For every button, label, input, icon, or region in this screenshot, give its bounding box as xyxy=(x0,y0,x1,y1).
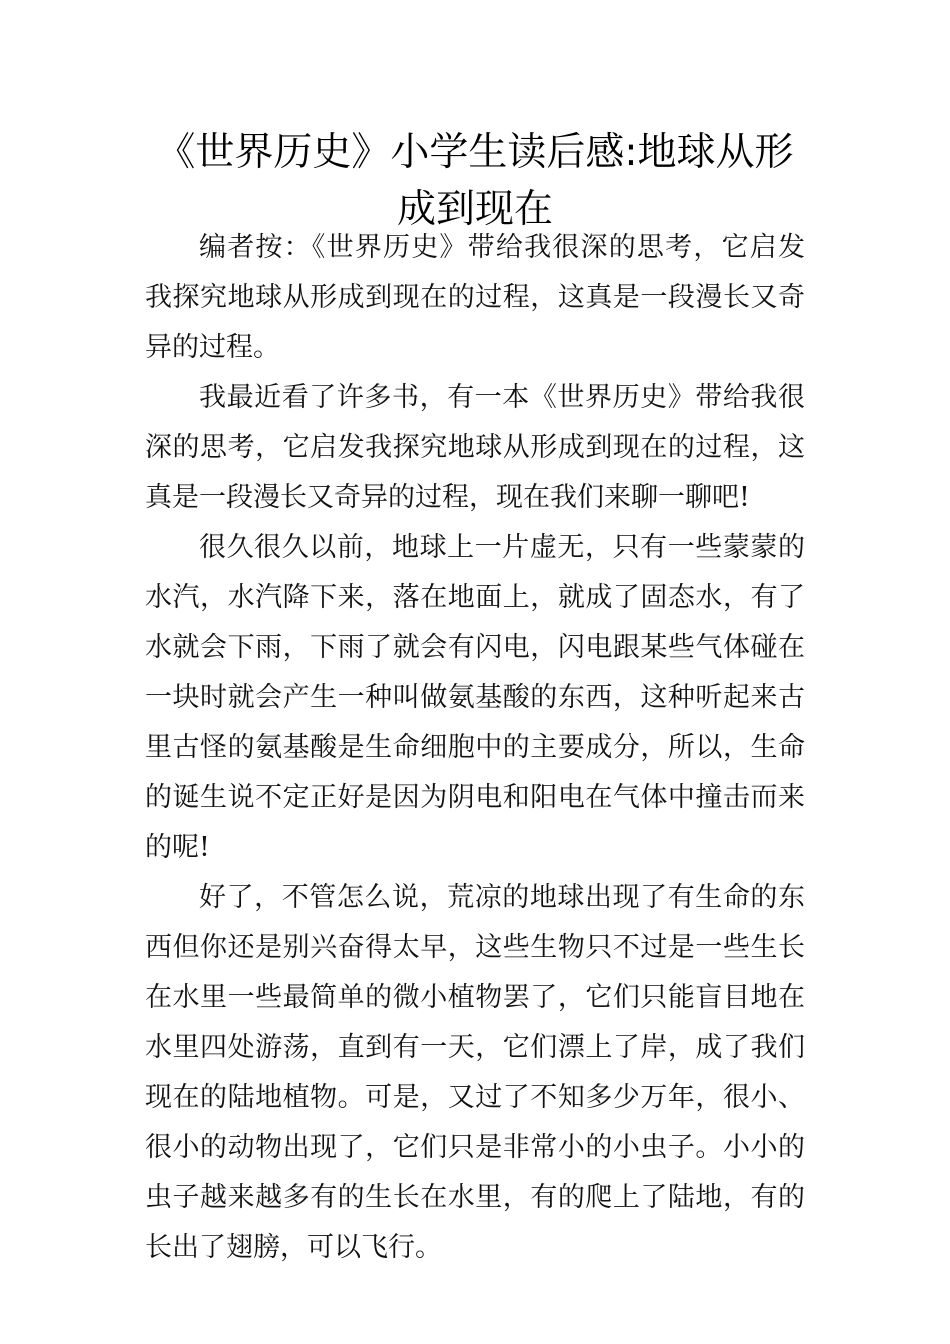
document-title: 《世界历史》小学生读后感:地球从形成到现在 xyxy=(156,130,794,232)
paragraph-editor-note: 编者按：《世界历史》带给我很深的思考，它启发我探究地球从形成到现在的过程，这真是一段漫长又奇异的过程。 xyxy=(145,232,805,363)
paragraph-intro: 我最近看了许多书，有一本《世界历史》带给我很深的思考，它启发我探究地球从形成到现在的过程，这真是一段漫长又奇异的过程，现在我们来聊一聊吧! xyxy=(145,382,805,513)
document-body xyxy=(145,223,805,1273)
paragraph-origin-of-life: 很久很久以前，地球上一片虚无，只有一些蒙蒙的水汽，水汽降下来，落在地面上，就成了固态水，有了水就会下雨，下雨了就会有闪电，闪电跟某些气体碰在一块时就会产生一种叫做氨基酸的东西，这种听起来古里古怪的氨基酸是生命细胞中的主要成分，所以，生命的诞生说不定正好是因为阴电和阳电在气体中撞击而来的呢! xyxy=(145,532,805,863)
paragraph-plants-and-animals: 好了，不管怎么说，荒凉的地球出现了有生命的东西但你还是别兴奋得太早，这些生物只不过是一些生长在水里一些最简单的微小植物罢了，它们只能盲目地在水里四处游荡，直到有一天，它们漂上了岸，成了我们现在的陆地植物。可是，又过了不知多少万年，很小、很小的动物出现了，它们只是非常小的小虫子。小小的虫子越来越多有的生长在水里，有的爬上了陆地，有的长出了翅膀，可以飞行。 xyxy=(145,882,805,1263)
